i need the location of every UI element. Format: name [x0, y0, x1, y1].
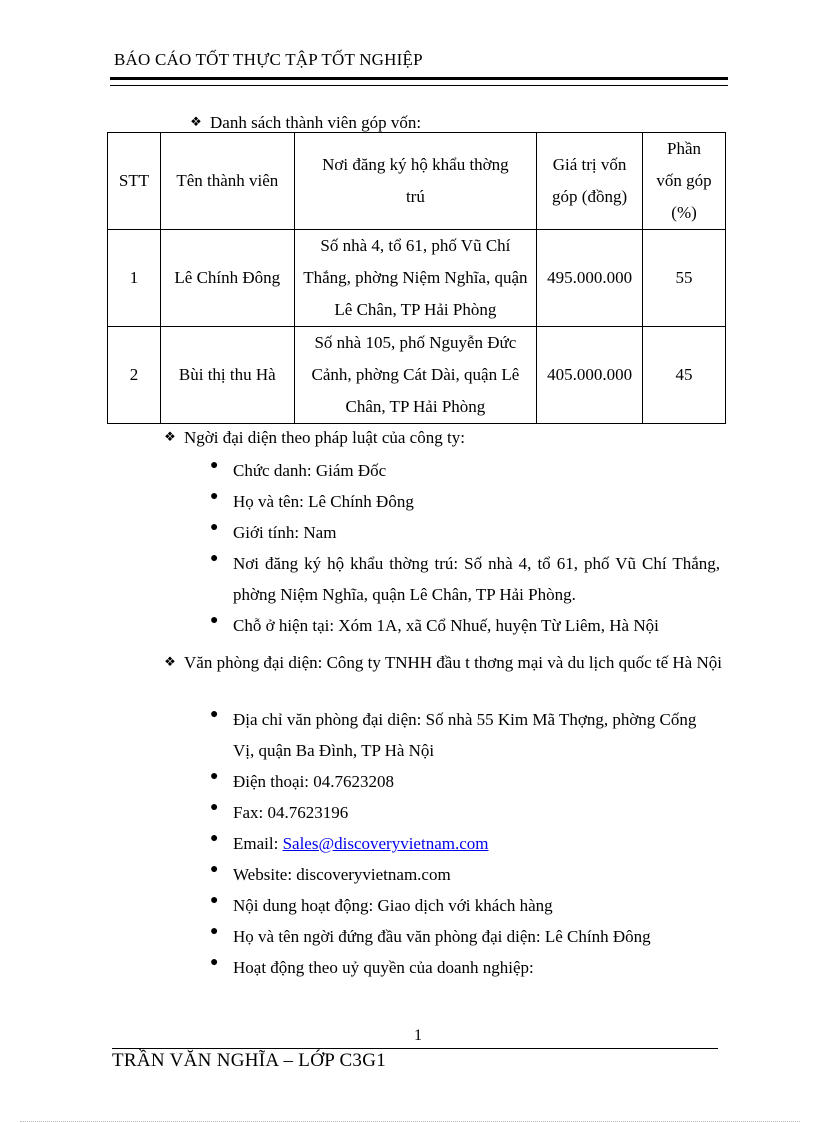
list-item: ● Điện thoại: 04.7623208: [210, 766, 720, 797]
cell-percent: 45: [643, 327, 726, 424]
office-title-text: Văn phòng đại diện: Công ty TNHH đầu t thơng mại và du lịch quốc tế Hà Nội: [184, 653, 722, 672]
list-item: ● Chức danh: Giám Đốc: [210, 455, 720, 486]
footer-rule: [112, 1048, 718, 1049]
email-link[interactable]: Sales@discoveryvietnam.com: [282, 834, 489, 853]
list-item: ● Họ và tên: Lê Chính Đông: [210, 486, 720, 517]
diamond-bullet-icon: ❖: [164, 654, 176, 669]
page-bottom-border: [20, 1121, 800, 1122]
cell-address: Số nhà 4, tổ 61, phố Vũ Chí Thắng, phờng Niệm Nghĩa, quận Lê Chân, TP Hải Phòng: [294, 230, 536, 327]
header-rule: [110, 77, 728, 86]
header-percent: Phần vốn góp (%): [643, 133, 726, 230]
bullet-icon: ●: [210, 800, 219, 815]
legal-rep-list: [210, 455, 720, 641]
members-table: [107, 132, 726, 424]
bullet-icon: ●: [210, 458, 219, 473]
bullet-icon: ●: [210, 489, 219, 504]
cell-stt: 2: [108, 327, 161, 424]
members-title-text: Danh sách thành viên góp vốn:: [210, 113, 422, 132]
table-row: [108, 327, 726, 424]
bullet-icon: ●: [210, 893, 219, 908]
list-item: ● Nơi đăng ký hộ khẩu thờng trú: Số nhà 4, tổ 61, phố Vũ Chí Thắng, phờng Niệm Nghĩa, quận Lê Chân, TP Hải Phòng.: [210, 548, 720, 610]
header-address: Nơi đăng ký hộ khẩu thờng trú: [294, 133, 536, 230]
diamond-bullet-icon: ❖: [164, 429, 176, 444]
office-list: [210, 704, 720, 983]
list-item: ● Nội dung hoạt động: Giao dịch với khách hàng: [210, 890, 720, 921]
bullet-icon: ●: [210, 613, 219, 628]
cell-name: Bùi thị thu Hà: [160, 327, 294, 424]
page-footer: TRẦN VĂN NGHĨA – LỚP C3G1: [112, 1050, 387, 1071]
list-item: ● Email: Sales@discoveryvietnam.com: [210, 828, 720, 859]
cell-name: Lê Chính Đông: [160, 230, 294, 327]
cell-address: Số nhà 105, phố Nguyễn Đức Cảnh, phờng Cát Dài, quận Lê Chân, TP Hải Phòng: [294, 327, 536, 424]
bullet-icon: ●: [210, 551, 219, 566]
bullet-icon: ●: [210, 924, 219, 939]
bullet-icon: ●: [210, 769, 219, 784]
list-item: ● Hoạt động theo uỷ quyền của doanh nghiệp:: [210, 952, 720, 983]
bullet-icon: ●: [210, 862, 219, 877]
list-item: ● Fax: 04.7623196: [210, 797, 720, 828]
cell-percent: 55: [643, 230, 726, 327]
header-value: Giá trị vốn góp (đồng): [537, 133, 643, 230]
header-stt: STT: [108, 133, 161, 230]
members-section-title: [188, 113, 421, 133]
table-header-row: [108, 133, 726, 230]
diamond-bullet-icon: ❖: [190, 114, 202, 129]
bullet-icon: ●: [210, 955, 219, 970]
page-header: BÁO CÁO TỐT THỰC TẬP TỐT NGHIỆP: [114, 50, 423, 69]
table-row: [108, 230, 726, 327]
cell-value: 405.000.000: [537, 327, 643, 424]
cell-value: 495.000.000: [537, 230, 643, 327]
list-item: ● Chỗ ở hiện tại: Xóm 1A, xã Cổ Nhuế, huyện Từ Liêm, Hà Nội: [210, 610, 720, 641]
header-name: Tên thành viên: [160, 133, 294, 230]
list-item: ● Website: discoveryvietnam.com: [210, 859, 720, 890]
bullet-icon: ●: [210, 831, 219, 846]
page-number: 1: [414, 1027, 422, 1044]
legal-rep-title-text: Ngời đại diện theo pháp luật của công ty:: [184, 428, 465, 447]
office-title: [162, 646, 722, 678]
list-item: ● Địa chỉ văn phòng đại diện: Số nhà 55 Kim Mã Thợng, phờng Cống Vị, quận Ba Đình, TP Hà Nội: [210, 704, 720, 766]
list-item: ● Họ và tên ngời đứng đầu văn phòng đại diện: Lê Chính Đông: [210, 921, 720, 952]
bullet-icon: ●: [210, 520, 219, 535]
list-item: ● Giới tính: Nam: [210, 517, 720, 548]
legal-rep-title: [162, 428, 465, 448]
cell-stt: 1: [108, 230, 161, 327]
bullet-icon: ●: [210, 707, 219, 722]
